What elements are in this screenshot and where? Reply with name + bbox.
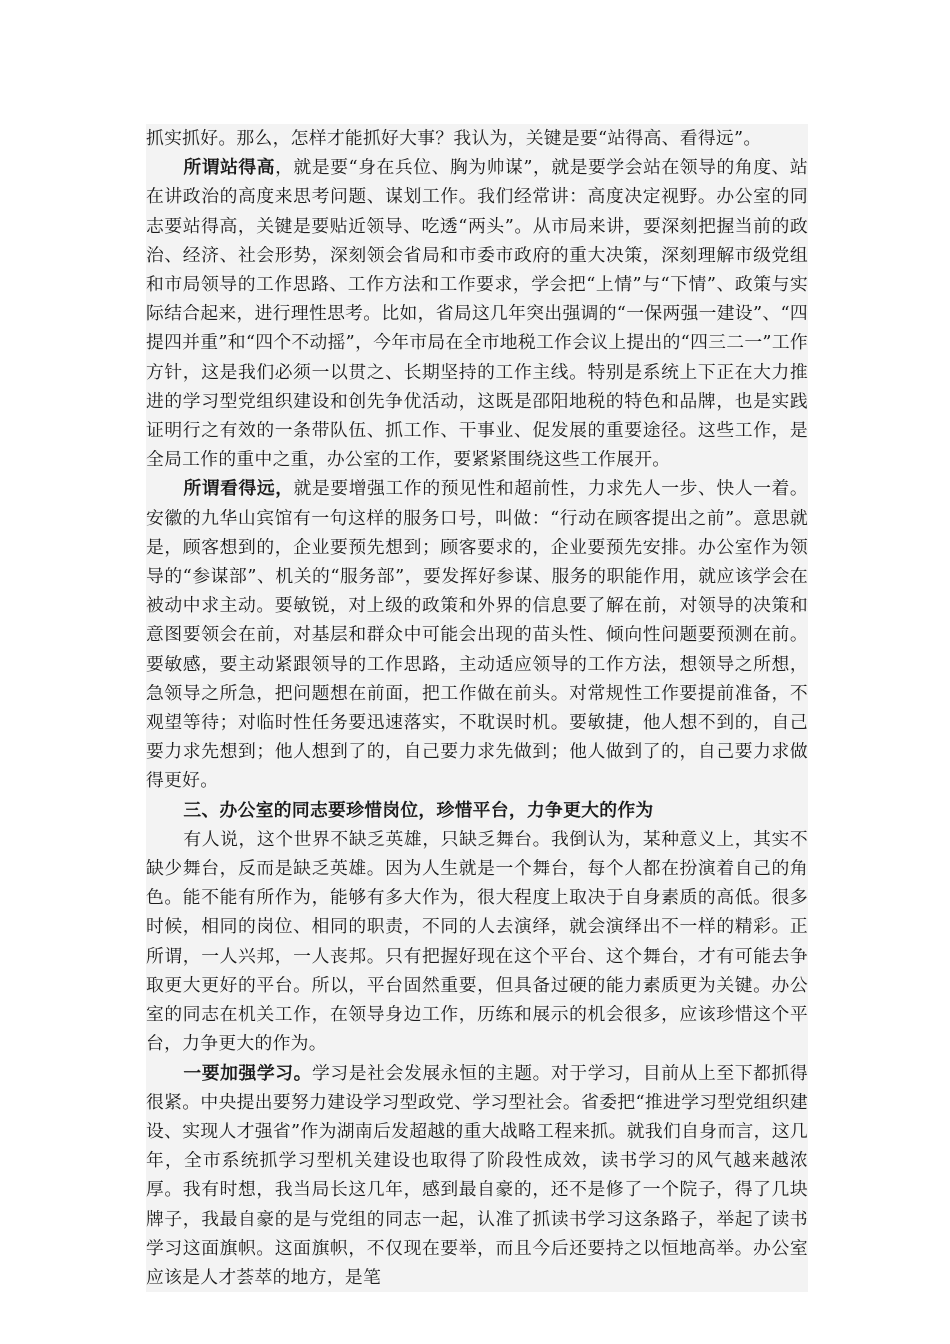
document-page — [146, 124, 808, 1292]
paragraph-lead: 所谓站得高 — [183, 157, 276, 179]
paragraph-text: 抓实抓好。那么，怎样才能抓好大事？我认为，关键是要“站得高、看得远”。 — [146, 128, 762, 149]
paragraph-text: 学习是社会发展永恒的主题。对于学习，目前从上至下都抓得很紧。中央提出要努力建设学习型政党、学习型社会。省委把“推进学习型党组织建设、实现人才强省”作为湖南后发超越的重大战略工程来抓。就我们自身而言，这几年，全市系统抓学习型机关建设也取得了阶段性成效，读书学习的风气越来越浓厚。我有时想，我当局长这几年，感到最自豪的，还不是修了一个院子，得了几块牌子，我最自豪的是与党组的同志一起，认准了抓读书学习这条路子，举起了读书学习这面旗帜。这面旗帜，不仅现在要举，而且今后还要持之以恒地高举。办公室应该是人才荟萃的地方，是笔 — [146, 1062, 808, 1288]
paragraph-text: 有人说，这个世界不缺乏英雄，只缺乏舞台。我倒认为，某种意义上，其实不缺少舞台，反而是缺乏英雄。因为人生就是一个舞台，每个人都在扮演着自己的角色。能不能有所作为，能够有多大作为，很大程度上取决于自身素质的高低。很多时候，相同的岗位、相同的职责，不同的人去演绎，就会演绎出不一样的精彩。正所谓，一人兴邦，一人丧邦。只有把握好现在这个平台、这个舞台，才有可能去争取更大更好的平台。所以，平台固然重要，但具备过硬的能力素质更为关键。办公室的同志在机关工作，在领导身边工作，历练和展示的机会很多，应该珍惜这个平台，力争更大的作为。 — [146, 828, 808, 1055]
section-heading: 三、办公室的同志要珍惜岗位，珍惜平台，力争更大的作为 — [183, 799, 654, 821]
document-body — [146, 124, 808, 1292]
paragraph-text: 就是要增强工作的预见性和超前性，力求先人一步、快人一着。安徽的九华山宾馆有一句这样的服务口号，叫做：“行动在顾客提出之前”。意思就是，顾客想到的，企业要预先想到；顾客要求的，企业要预先安排。办公室作为领导的“参谋部”、机关的“服务部”，要发挥好参谋、服务的职能作用，就应该学会在被动中求主动。要敏锐，对上级的政策和外界的信息要了解在前，对领导的决策和意图要领会在前，对基层和群众中可能会出现的苗头性、倾向性问题要预测在前。要敏感，要主动紧跟领导的工作思路，主动适应领导的工作方法，想领导之所想，急领导之所急，把问题想在前面，把工作做在前头。对常规性工作要提前准备，不观望等待；对临时性任务要迅速落实，不耽误时机。要敏捷，他人想不到的，自己要力求先想到；他人想到了的，自己要力求先做到；他人做到了的，自己要力求做得更好。 — [146, 478, 808, 792]
paragraph-kan-de-yuan — [146, 474, 808, 795]
paragraph-intro — [146, 124, 808, 153]
paragraph-text: ，就是要“身在兵位、胸为帅谋”，就是要学会站在领导的角度、站在讲政治的高度来思考问题、谋划工作。我们经常讲：高度决定视野。办公室的同志要站得高，关键是要贴近领导、吃透“两头”。从市局来讲，要深刻把握当前的政治、经济、社会形势，深刻领会省局和市委市政府的重大决策，深刻理解市级党组和市局领导的工作思路、工作方法和工作要求，学会把“上情”与“下情”、政策与实际结合起来，进行理性思考。比如，省局这几年突出强调的“一保两强一建设”、“四提四并重”和“四个不动摇”，今年市局在全市地税工作会议上提出的“四三二一”工作方针，这是我们必须一以贯之、长期坚持的工作主线。特别是系统上下正在大力推进的学习型党组织建设和创先争优活动，这既是邵阳地税的特色和品牌，也是实践证明行之有效的一条带队伍、抓工作、干事业、促发展的重要途径。这些工作，是全局工作的重中之重，办公室的工作，要紧紧围绕这些工作展开。 — [146, 157, 808, 471]
paragraph-study — [146, 1059, 808, 1293]
paragraph-lead: 一要加强学习。 — [183, 1062, 313, 1084]
paragraph-stage — [146, 825, 808, 1059]
paragraph-lead: 所谓看得远， — [183, 478, 294, 500]
paragraph-zhan-de-gao — [146, 153, 808, 474]
